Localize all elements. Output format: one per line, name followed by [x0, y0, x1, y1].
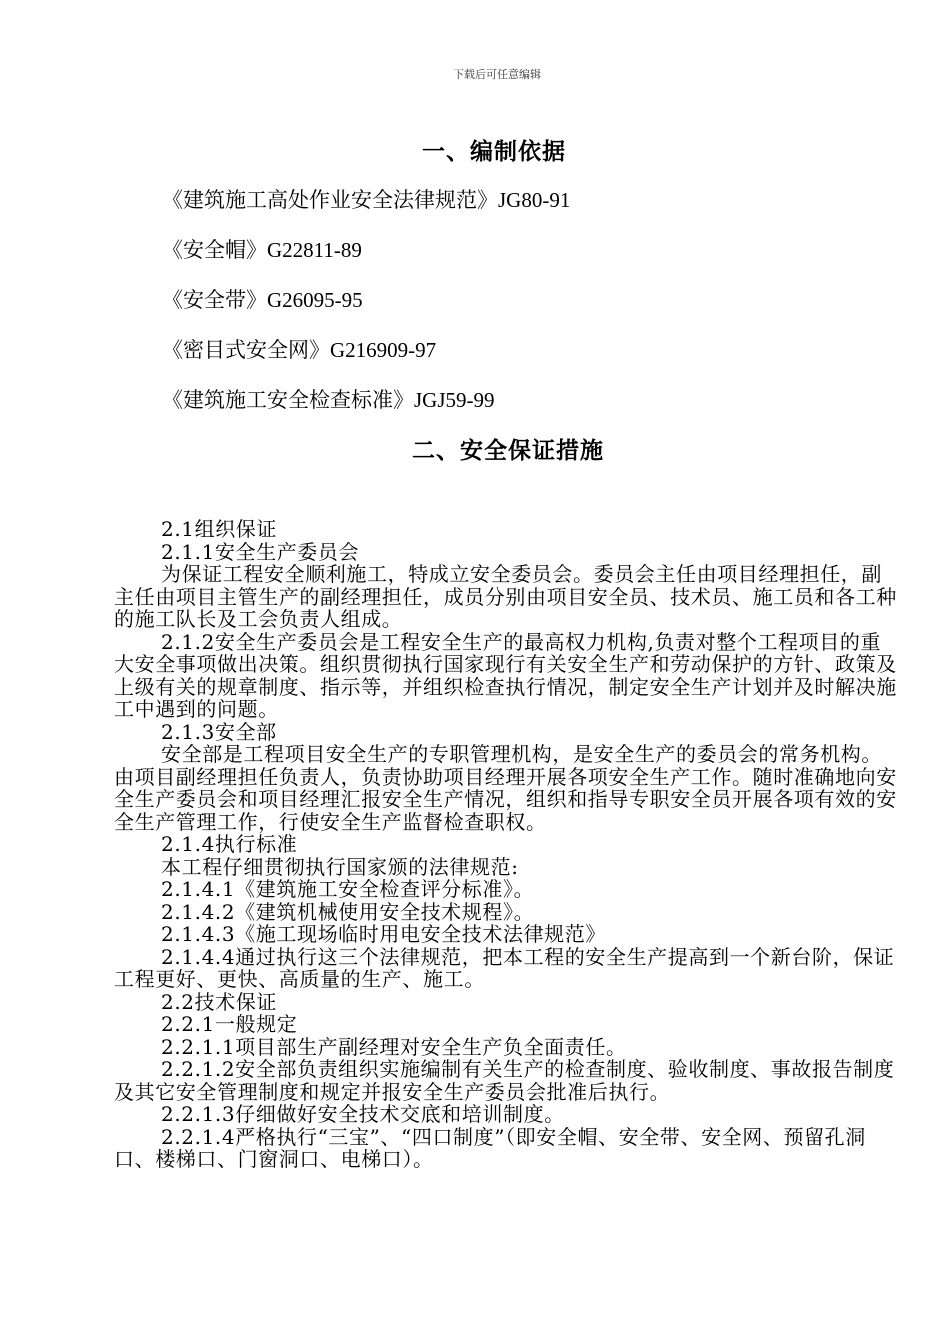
item-2-2-1-4: 2.2.1.4严格执行“三宝”、“四口制度”（即安全帽、安全带、安全网、预留孔洞口、楼梯口、门窗洞口、电梯口）。 — [114, 1124, 866, 1171]
paragraph-standards-intro: 本工程仔细贯彻执行国家颁的法律规范: — [161, 854, 519, 879]
section-1-title: 一、编制依据 — [422, 139, 566, 165]
paragraph-safety-dept: 安全部是工程项目安全生产的专职管理机构，是安全生产的委员会的常务机构。由项目副经理担任负责人，负责协助项目经理开展各项安全生产工作。随时准确地向安全生产委员会和项目经理汇报安全生产情况，组织和指导专职安全员开展各项有效的安全生产管理工作，行使安全生产监督检查职权。 — [114, 742, 897, 834]
heading-2-1-4: 2.1.4执行标准 — [161, 832, 298, 856]
item-2-1-4-1: 2.1.4.1《建筑施工安全检查评分标准》。 — [161, 877, 535, 901]
heading-2-1-1: 2.1.1安全生产委员会 — [161, 539, 360, 564]
heading-2-2: 2.2技术保证 — [161, 989, 278, 1014]
section-2-title: 二、安全保证措施 — [412, 438, 604, 464]
reference-5: 《建筑施工安全检查标准》JGJ59-99 — [162, 388, 495, 412]
reference-2: 《安全帽》G22811-89 — [162, 238, 362, 262]
item-2-1-4-4: 2.1.4.4通过执行这三个法律规范，把本工程的安全生产提高到一个新台阶，保证工程更好、更快、高质量的生产、施工。 — [114, 944, 895, 991]
item-2-1-4-2: 2.1.4.2《建筑机械使用安全技术规程》。 — [161, 899, 535, 924]
section-2-body — [114, 518, 899, 1171]
item-2-2-1-1: 2.2.1.1项目部生产副经理对安全生产负全面责任。 — [161, 1034, 627, 1059]
item-2-2-1-2: 2.2.1.2安全部负责组织实施编制有关生产的检查制度、验收制度、事故报告制度及其它安全管理制度和规定并报安全生产委员会批准后执行。 — [114, 1057, 895, 1104]
item-2-2-1-3: 2.2.1.3仔细做好安全技术交底和培训制度。 — [161, 1102, 565, 1126]
heading-2-1: 2.1组织保证 — [161, 517, 278, 541]
reference-3: 《安全带》G26095-95 — [162, 288, 363, 312]
item-2-1-4-3: 2.1.4.3《施工现场临时用电安全技术法律规范》 — [161, 922, 606, 946]
heading-2-2-1: 2.2.1一般规定 — [161, 1012, 298, 1036]
paragraph-committee: 为保证工程安全顺利施工，特成立安全委员会。委员会主任由项目经理担任，副主任由项目主管生产的副经理担任，成员分别由项目安全员、技术员、施工员和各工种的施工队长及工会负责人组成。 — [114, 562, 897, 631]
header-note: 下载后可任意编辑 — [453, 68, 541, 81]
paragraph-2-1-2: 2.1.2安全生产委员会是工程安全生产的最高权力机构,负责对整个工程项目的重大安全事项做出决策。组织贯彻执行国家现行有关安全生产和劳动保护的方针、政策及上级有关的规章制度、指示等，并组织检查执行情况，制定安全生产计划并及时解决施工中遇到的问题。 — [114, 629, 897, 721]
heading-2-1-3: 2.1.3安全部 — [161, 719, 277, 744]
reference-4: 《密目式安全网》G216909-97 — [162, 338, 437, 362]
reference-1: 《建筑施工高处作业安全法律规范》JG80-91 — [162, 188, 571, 212]
